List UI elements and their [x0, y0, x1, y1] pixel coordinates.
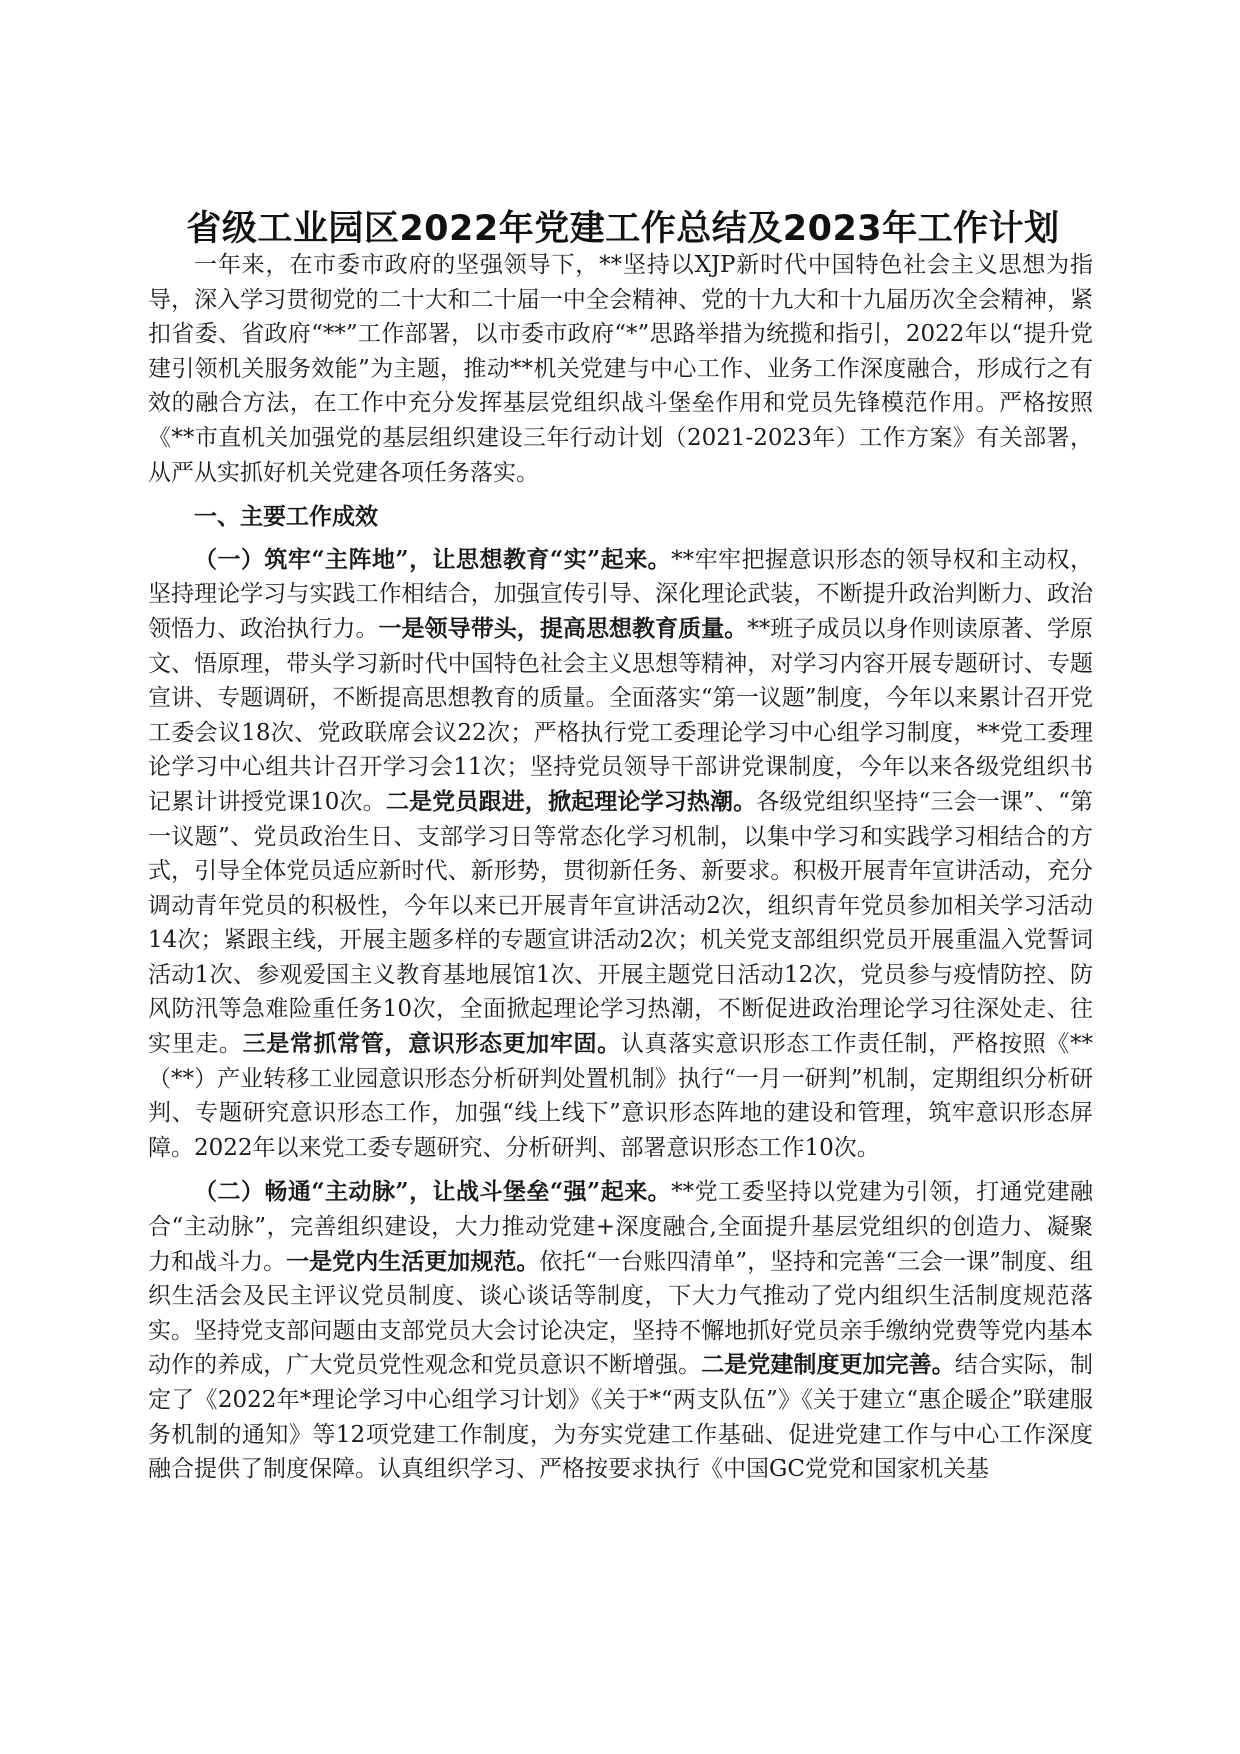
subsection-1-text-3: 各级党组织坚持“三会一课”、“第一议题”、党员政治生日、支部学习日等常态化学习机制，以集中学习和实践学习相结合的方式，引导全体党员适应新时代、新形势，贯彻新任务、新要求。积极开展青年宣讲活动，充分调动青年党员的积极性，今年以来已开展青年宣讲活动2次，组织青年党员参加相关学习活动14次；紧跟主线，开展主题多样的专题宣讲活动2次；机关党支部组织党员开展重温入党誓词活动1次、参观爱国主义教育基地展馆1次、开展主题党日活动12次，党员参与疫情防控、防风防汛等急难险重任务10次，全面掀起理论学习热潮，不断促进政治理论学习往深处走、往实里走。	[148, 788, 1093, 1058]
subsection-2-point-1: 一是党内生活更加规范。	[286, 1247, 540, 1275]
document-body	[148, 242, 1093, 1487]
subsection-2-point-2: 二是党建制度更加完善。	[701, 1351, 955, 1379]
subsection-1-text-4: 认真落实意识形态工作责任制，严格按照《**（**）产业转移工业园意识形态分析研判处置机制》执行“一月一研判”机制，定期组织分析研判、专题研究意识形态工作，加强“线上线下”意识形态阵地的建设和管理，筑牢意识形态屏障。2022年以来党工委专题研究、分析研判、部署意识形态工作10次。	[148, 1031, 1094, 1161]
section-heading-main-achievements: 一、主要工作成效	[194, 503, 378, 531]
document-title: 省级工业园区2022年党建工作总结及2023年工作计划	[186, 209, 1060, 249]
subsection-1-heading: （一）筑牢“主阵地”，让思想教育“实”起来。	[194, 545, 672, 573]
subsection-2-heading: （二）畅通“主动脉”，让战斗堡垒“强”起来。	[194, 1178, 672, 1206]
subsection-1-paragraph	[148, 543, 1093, 1166]
subsection-1-text-1: **牢牢把握意识形态的领导权和主动权，坚持理论学习与实践工作相结合，加强宣传引导、深化理论武装，不断提升政治判断力、政治领悟力、政治执行力。	[148, 546, 1094, 642]
subsection-1-point-2: 二是党员跟进，掀起理论学习热潮。	[385, 787, 757, 815]
subsection-2-paragraph	[148, 1175, 1093, 1486]
subsection-1-text-2: **班子成员以身作则读原著、学原文、悟原理，带头学习新时代中国特色社会主义思想等精神，对学习内容开展专题研讨、专题宣讲、专题调研，不断提高思想教育的质量。全面落实“第一议题”制度，今年以来累计召开党工委会议18次、党政联席会议22次；严格执行党工委理论学习中心组学习制度，**党工委理论学习中心组共计召开学习会11次；坚持党员领导干部讲党课制度，今年以来各级党组织书记累计讲授党课10次。	[148, 615, 1094, 815]
subsection-2-text-1: **党工委坚持以党建为引领，打通党建融合“主动脉”，完善组织建设，大力推动党建+深度融合,全面提升基层党组织的创造力、凝聚力和战斗力。	[148, 1179, 1094, 1275]
intro-paragraph: 一年来，在市委市政府的坚强领导下，**坚持以XJP新时代中国特色社会主义思想为指导，深入学习贯彻党的二十大和二十届一中全会精神、党的十九大和十九届历次全会精神，紧扣省委、省政府“**”工作部署，以市委市政府“*”思路举措为统揽和指引，2022年以“提升党建引领机关服务效能”为主题，推动**机关党建与中心工作、业务工作深度融合，形成行之有效的融合方法，在工作中充分发挥基层党组织战斗堡垒作用和党员先锋模范作用。严格按照《**市直机关加强党的基层组织建设三年行动计划（2021-2023年）工作方案》有关部署，从严从实抓好机关党建各项任务落实。	[148, 252, 1093, 486]
subsection-2-text-3: 结合实际，制定了《2022年*理论学习中心组学习计划》《关于*“两支队伍”》《关于建立“惠企暖企”联建服务机制的通知》等12项党建工作制度，为夯实党建工作基础、促进党建工作与中心工作深度融合提供了制度保障。认真组织学习、严格按要求执行《中国GC党党和国家机关基	[148, 1352, 1094, 1483]
subsection-2-text-2: 依托“一台账四清单”，坚持和完善“三会一课”制度、组织生活会及民主评议党员制度、谈心谈话等制度，下大力气推动了党内组织生活制度规范落实。坚持党支部问题由支部党员大会讨论决定，坚持不懈地抓好党员亲手缴纳党费等党内基本动作的养成，广大党员党性观念和党员意识不断增强。	[148, 1248, 1093, 1379]
subsection-1-point-3: 三是常抓常管，意识形态更加牢固。	[242, 1030, 621, 1058]
subsection-1-point-1: 一是领导带头，提高思想教育质量。	[378, 614, 748, 642]
